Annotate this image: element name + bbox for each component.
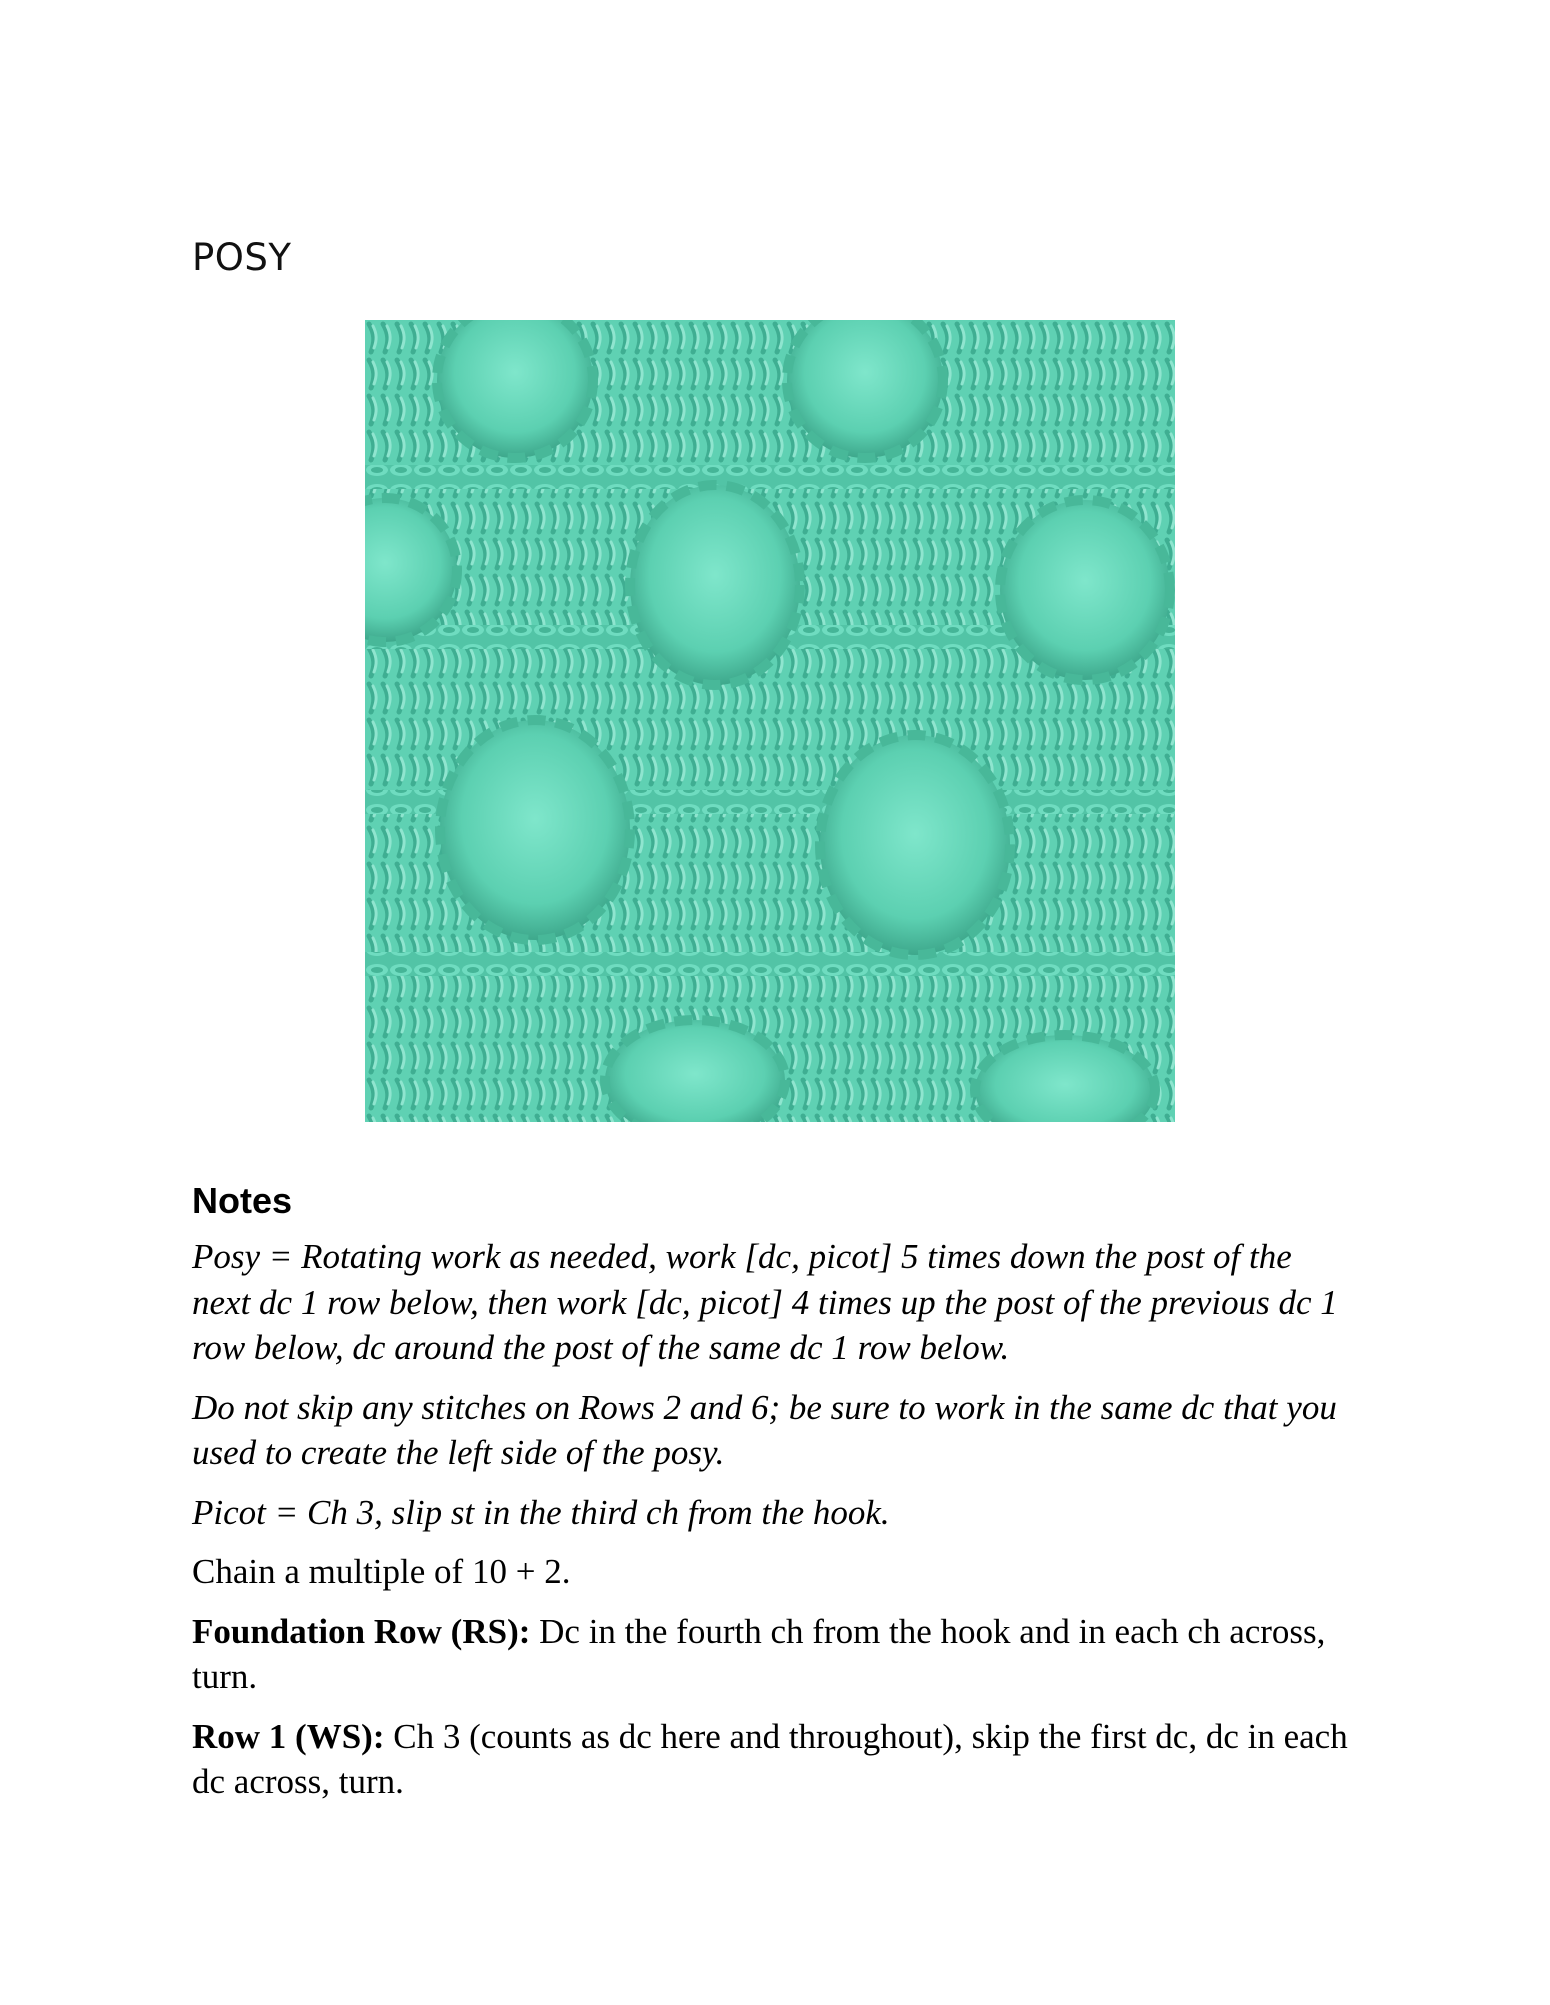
row-1-label: Row 1 (WS): bbox=[192, 1716, 385, 1756]
chain-instruction: Chain a multiple of 10 + 2. bbox=[192, 1552, 571, 1591]
row-1-text: Ch 3 (counts as dc here and throughout), skip the first dc, dc in each dc across, turn. bbox=[192, 1716, 1348, 1801]
row-1 bbox=[192, 1714, 1352, 1805]
page-title: POSY bbox=[192, 236, 292, 279]
foundation-row-text: Dc in the fourth ch from the hook and in each ch across, turn. bbox=[192, 1611, 1326, 1696]
foundation-row bbox=[192, 1609, 1352, 1700]
foundation-row-label: Foundation Row (RS): bbox=[192, 1611, 531, 1651]
note-picot: Picot = Ch 3, slip st in the third ch from the hook. bbox=[192, 1492, 890, 1532]
note-skip-stitches: Do not skip any stitches on Rows 2 and 6; be sure to work in the same dc that you used to create the left side of the posy. bbox=[192, 1387, 1337, 1472]
notes-heading: Notes bbox=[192, 1180, 293, 1221]
posy-stitch-photo bbox=[365, 320, 1175, 1122]
pattern-instructions bbox=[192, 1234, 1352, 1819]
swatch-illustration bbox=[365, 320, 1175, 1122]
note-posy: Posy = Rotating work as needed, work [dc, picot] 5 times down the post of the next dc 1 row below, then work [dc, picot] 4 times up the post of the previous dc 1 row below, dc around the post of the same dc 1 row below. bbox=[192, 1237, 1338, 1367]
